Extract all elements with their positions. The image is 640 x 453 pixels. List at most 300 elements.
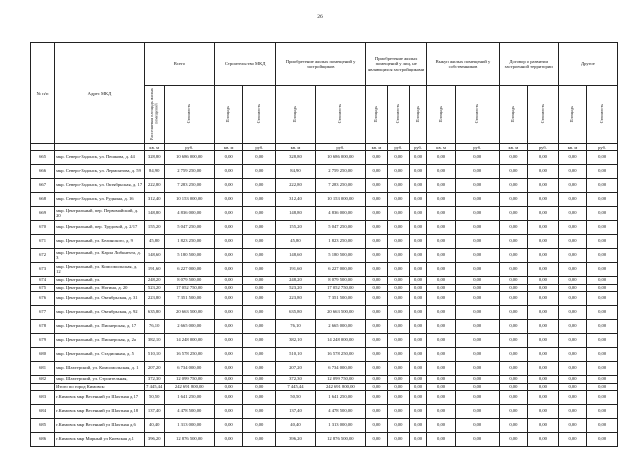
redeem-area-cell: 0,00	[427, 284, 455, 292]
other-cost-cell: 0,00	[587, 263, 618, 277]
redeem-area-cell: 0,00	[427, 376, 455, 384]
mkd-cost-cell: 0,00	[243, 292, 276, 306]
nondev-area-cell: 0,00	[387, 193, 409, 207]
nondev-cost-cell: 0,00	[409, 249, 427, 263]
mkd-area-cell: 0,00	[214, 362, 242, 376]
redeem-area-cell: 0,00	[427, 235, 455, 249]
other-area-cell: 0,00	[558, 405, 586, 419]
address-cell: мкр. Шахтерский, ул. Комсомольская, д. 1	[55, 362, 145, 376]
other-cost-cell: 0,00	[587, 292, 618, 306]
dev-area-cell: 382,10	[276, 334, 315, 348]
dev-cost-cell: 12 876 500,00	[315, 433, 365, 447]
other-area-cell: 0,00	[558, 292, 586, 306]
address-cell: г.Кимовск мкр Весенний ул Шахтная д.6	[55, 419, 145, 433]
mkd-area-cell: 0,00	[214, 376, 242, 384]
mkd-cost-cell: 0,00	[243, 151, 276, 165]
dev-cost-cell: 5 047 250,00	[315, 221, 365, 235]
territory-cost-cell: 0,00	[528, 376, 559, 384]
table-row	[31, 376, 618, 384]
address-cell: Итого по город Кимовск:	[55, 383, 145, 391]
redeem-cost-cell: 0,00	[455, 263, 499, 277]
nondev-cost-cell: 0,00	[409, 419, 427, 433]
other-area-cell: 0,00	[558, 433, 586, 447]
territory-area-cell: 0,00	[499, 207, 527, 221]
territory-cost-cell: 0,00	[528, 391, 559, 405]
dev-area-cell: 635,80	[276, 306, 315, 320]
dev-cost-cell: 2 665 000,00	[315, 320, 365, 334]
other-area-cell: 0,00	[558, 419, 586, 433]
col-total-header: Всего	[144, 43, 214, 86]
dev-cost-cell: 10 153 000,00	[315, 193, 365, 207]
total-cost-cell: 10 686 000,00	[164, 151, 214, 165]
dev-cost-cell: 14 248 000,00	[315, 334, 365, 348]
dev-area-cell: 155,20	[276, 221, 315, 235]
mkd-cost-cell: 0,00	[243, 383, 276, 391]
nondev-cost-cell: 0,00	[409, 235, 427, 249]
mkd-area-cell: 0,00	[214, 151, 242, 165]
mkd-cost-cell: 0,00	[243, 221, 276, 235]
mkd-cost-cell: 0,00	[243, 235, 276, 249]
nondev-cost-cell: 0,00	[409, 405, 427, 419]
territory-cost-cell: 0,00	[528, 383, 559, 391]
nondev-area-cell: 0,00	[366, 284, 388, 292]
nondev-area-cell: 0,00	[366, 383, 388, 391]
nondev-cost-cell: 0,00	[409, 277, 427, 285]
table-row	[31, 284, 618, 292]
col-territory-header: Договор о развитии застроенной территории	[499, 43, 558, 86]
territory-area-cell: 0,00	[499, 419, 527, 433]
total-area-cell: 155,20	[144, 221, 164, 235]
territory-area-cell: 0,00	[499, 284, 527, 292]
table-row	[31, 151, 618, 165]
address-cell: мкр. Центральный, ул. Октябрьская, д. 31	[55, 292, 145, 306]
total-area-cell: 84,90	[144, 165, 164, 179]
territory-area-cell: 0,00	[499, 165, 527, 179]
other-cost-cell: 0,00	[587, 306, 618, 320]
mkd-area-cell: 0,00	[214, 433, 242, 447]
territory-area-cell: 0,00	[499, 383, 527, 391]
total-cost-cell: 5 180 500,00	[164, 249, 214, 263]
total-cost-cell: 14 248 000,00	[164, 334, 214, 348]
territory-cost-cell: 0,00	[528, 405, 559, 419]
other-area-cell: 0,00	[558, 383, 586, 391]
total-area-cell: 223,80	[144, 292, 164, 306]
redeem-cost-cell: 0,00	[455, 405, 499, 419]
other-cost-cell: 0,00	[587, 362, 618, 376]
mkd-cost-cell: 0,00	[243, 207, 276, 221]
other-cost-cell: 0,00	[587, 165, 618, 179]
col-acquire-dev-header: Приобретение жилых помещений у застройщиков	[276, 43, 366, 86]
redeem-area-cell: 0,00	[427, 165, 455, 179]
table-row	[31, 419, 618, 433]
other-cost-cell: 0,00	[587, 277, 618, 285]
other-area-cell: 0,00	[558, 263, 586, 277]
total-area-cell: 148,60	[144, 249, 164, 263]
other-cost-cell: 0,00	[587, 207, 618, 221]
other-cost-cell: 0,00	[587, 348, 618, 362]
nondev-area-cell: 0,00	[366, 249, 388, 263]
row-number: 665	[31, 151, 55, 165]
col-num-header: № п/п	[31, 43, 55, 144]
nondev-area-cell: 0,00	[366, 419, 388, 433]
nondev-cost-cell: 0,00	[409, 193, 427, 207]
row-number: 666	[31, 165, 55, 179]
redeem-cost-cell: 0,00	[455, 348, 499, 362]
other-cost-cell: 0,00	[587, 383, 618, 391]
redeem-cost-cell: 0,00	[455, 165, 499, 179]
table-row	[31, 362, 618, 376]
table-row	[31, 348, 618, 362]
territory-area-cell: 0,00	[499, 405, 527, 419]
mkd-cost-cell: 0,00	[243, 348, 276, 362]
redeem-cost-cell: 0,00	[455, 362, 499, 376]
territory-area-cell: 0,00	[499, 277, 527, 285]
redeem-area-cell: 0,00	[427, 249, 455, 263]
mkd-area-cell: 0,00	[214, 249, 242, 263]
total-area-cell: 50,50	[144, 391, 164, 405]
territory-area-cell: 0,00	[499, 221, 527, 235]
total-area-cell: 137,40	[144, 405, 164, 419]
territory-cost-cell: 0,00	[528, 362, 559, 376]
dev-cost-cell: 6 227 000,00	[315, 263, 365, 277]
table-row	[31, 306, 618, 320]
row-number: 670	[31, 221, 55, 235]
row-number: 683	[31, 391, 55, 405]
nondev-cost-cell: 0,00	[409, 263, 427, 277]
territory-area-cell: 0,00	[499, 334, 527, 348]
address-cell: мкр. Центральный, ул.	[55, 277, 145, 285]
territory-area-cell: 0,00	[499, 249, 527, 263]
nondev-area-cell: 0,00	[366, 405, 388, 419]
total-cost-cell: 12 099 750,00	[164, 376, 214, 384]
row-number	[31, 383, 55, 391]
table-row	[31, 405, 618, 419]
resettlement-table	[30, 42, 618, 447]
dev-area-cell: 148,60	[276, 249, 315, 263]
unit-cell: руб.	[528, 144, 559, 151]
total-cost-cell: 242 691 800,00	[164, 383, 214, 391]
mkd-area-cell: 0,00	[214, 348, 242, 362]
territory-cost-cell: 0,00	[528, 193, 559, 207]
address-cell: г.Кимовск мкр Весенний ул Шахтная д.17	[55, 391, 145, 405]
redeem-cost-cell: 0,00	[455, 292, 499, 306]
redeem-area-cell: 0,00	[427, 320, 455, 334]
dev-cost-cell: 20 663 500,00	[315, 306, 365, 320]
address-cell: мкр. Центральный, ул. Карла Либкнехта, д. 3	[55, 249, 145, 263]
address-cell: мкр. Центральный, пер. Первомайский, д. 20	[55, 207, 145, 221]
territory-cost-cell: 0,00	[528, 179, 559, 193]
other-cost-cell: 0,00	[587, 193, 618, 207]
total-area-cell: 328,80	[144, 151, 164, 165]
nondev-area-cell: 0,00	[387, 277, 409, 285]
dev-area-cell: 45,80	[276, 235, 315, 249]
dev-area-cell: 191,60	[276, 263, 315, 277]
table-row	[31, 165, 618, 179]
nondev-area-cell: 0,00	[387, 151, 409, 165]
cost-header: Стоимость	[539, 104, 545, 124]
total-cost-cell: 4 478 500,00	[164, 405, 214, 419]
row-number: 676	[31, 292, 55, 306]
nondev-area-cell: 0,00	[387, 292, 409, 306]
dev-area-cell: 248,20	[276, 277, 315, 285]
address-cell: мкр. Северо-Задонск, ул. Октябрьская, д. 17	[55, 179, 145, 193]
other-cost-cell: 0,00	[587, 405, 618, 419]
cost-header: Стоимость	[598, 104, 604, 124]
total-area-cell: 372,30	[144, 376, 164, 384]
mkd-area-cell: 0,00	[214, 419, 242, 433]
redeem-area-cell: 0,00	[427, 348, 455, 362]
redeem-cost-cell: 0,00	[455, 193, 499, 207]
dev-cost-cell: 2 759 250,00	[315, 165, 365, 179]
redeem-area-cell: 0,00	[427, 263, 455, 277]
area-header: Площадь	[437, 105, 443, 123]
table-row	[31, 433, 618, 447]
address-cell: мкр. Северо-Задонск, ул. Лермонтова, д. 59	[55, 165, 145, 179]
address-cell: мкр. Центральный, ул. Ногина, д. 20	[55, 284, 145, 292]
nondev-area-cell: 0,00	[366, 277, 388, 285]
dev-cost-cell: 10 686 000,00	[315, 151, 365, 165]
territory-cost-cell: 0,00	[528, 306, 559, 320]
redeem-cost-cell: 0,00	[455, 383, 499, 391]
dev-area-cell: 312,40	[276, 193, 315, 207]
nondev-cost-cell: 0,00	[409, 334, 427, 348]
nondev-area-cell: 0,00	[366, 151, 388, 165]
col-address-header: Адрес МКД	[55, 43, 145, 144]
redeem-cost-cell: 0,00	[455, 320, 499, 334]
total-cost-cell: 6 227 000,00	[164, 263, 214, 277]
row-number: 681	[31, 362, 55, 376]
total-area-cell: 523,20	[144, 284, 164, 292]
nondev-area-cell: 0,00	[387, 376, 409, 384]
dev-cost-cell: 7 283 250,00	[315, 179, 365, 193]
mkd-cost-cell: 0,00	[243, 320, 276, 334]
nondev-area-cell: 0,00	[387, 419, 409, 433]
other-cost-cell: 0,00	[587, 320, 618, 334]
redeem-area-cell: 0,00	[427, 207, 455, 221]
territory-area-cell: 0,00	[499, 376, 527, 384]
mkd-area-cell: 0,00	[214, 391, 242, 405]
nondev-area-cell: 0,00	[366, 221, 388, 235]
nondev-cost-cell: 0,00	[409, 306, 427, 320]
territory-area-cell: 0,00	[499, 193, 527, 207]
nondev-area-cell: 0,00	[387, 362, 409, 376]
territory-cost-cell: 0,00	[528, 221, 559, 235]
total-cost-cell: 7 351 500,00	[164, 292, 214, 306]
page-number: 26	[317, 14, 323, 20]
unit-cell: кв. м	[558, 144, 586, 151]
total-area-cell: 510,10	[144, 348, 164, 362]
mkd-cost-cell: 0,00	[243, 249, 276, 263]
other-area-cell: 0,00	[558, 151, 586, 165]
total-cost-cell: 1 313 000,00	[164, 419, 214, 433]
mkd-area-cell: 0,00	[214, 292, 242, 306]
total-cost-cell: 2 665 000,00	[164, 320, 214, 334]
redeem-area-cell: 0,00	[427, 151, 455, 165]
dev-cost-cell: 7 351 500,00	[315, 292, 365, 306]
mkd-cost-cell: 0,00	[243, 376, 276, 384]
dev-area-cell: 222,80	[276, 179, 315, 193]
nondev-area-cell: 0,00	[387, 284, 409, 292]
redeem-cost-cell: 0,00	[455, 179, 499, 193]
dev-area-cell: 76,10	[276, 320, 315, 334]
other-area-cell: 0,00	[558, 207, 586, 221]
dev-cost-cell: 12 099 750,00	[315, 376, 365, 384]
total-cost-cell: 1 641 250,00	[164, 391, 214, 405]
mkd-cost-cell: 0,00	[243, 179, 276, 193]
area-header: Площадь	[292, 105, 298, 123]
nondev-cost-cell: 0,00	[409, 433, 427, 447]
table-row	[31, 334, 618, 348]
redeem-cost-cell: 0,00	[455, 207, 499, 221]
unit-cell: руб.	[409, 144, 427, 151]
address-cell: мкр. Центральный, ул. Пионерская, д. 2а	[55, 334, 145, 348]
mkd-area-cell: 0,00	[214, 235, 242, 249]
territory-area-cell: 0,00	[499, 235, 527, 249]
redeem-area-cell: 0,00	[427, 433, 455, 447]
nondev-area-cell: 0,00	[366, 193, 388, 207]
mkd-cost-cell: 0,00	[243, 334, 276, 348]
territory-cost-cell: 0,00	[528, 263, 559, 277]
row-number: 674	[31, 277, 55, 285]
row-number: 673	[31, 263, 55, 277]
nondev-cost-cell: 0,00	[409, 207, 427, 221]
row-number: 680	[31, 348, 55, 362]
total-cost-cell: 10 153 000,00	[164, 193, 214, 207]
redeem-area-cell: 0,00	[427, 334, 455, 348]
area-header: Площадь	[510, 105, 516, 123]
dev-cost-cell: 4 836 000,00	[315, 207, 365, 221]
row-number: 672	[31, 249, 55, 263]
row-number: 671	[31, 235, 55, 249]
territory-cost-cell: 0,00	[528, 320, 559, 334]
dev-area-cell: 84,90	[276, 165, 315, 179]
territory-cost-cell: 0,00	[528, 277, 559, 285]
cost-header: Стоимость	[395, 104, 401, 124]
nondev-cost-cell: 0,00	[409, 284, 427, 292]
nondev-area-cell: 0,00	[387, 263, 409, 277]
table-row	[31, 277, 618, 285]
cost-header: Стоимость	[185, 104, 191, 124]
territory-area-cell: 0,00	[499, 179, 527, 193]
dev-area-cell: 372,30	[276, 376, 315, 384]
address-cell: мкр. Центральный, ул. Октябрьская, д. 92	[55, 306, 145, 320]
nondev-area-cell: 0,00	[387, 207, 409, 221]
dev-cost-cell: 4 478 500,00	[315, 405, 365, 419]
nondev-area-cell: 0,00	[366, 306, 388, 320]
mkd-area-cell: 0,00	[214, 405, 242, 419]
mkd-area-cell: 0,00	[214, 221, 242, 235]
total-area-cell: 191,60	[144, 263, 164, 277]
area-header: Площадь	[225, 105, 231, 123]
dev-area-cell: 510,10	[276, 348, 315, 362]
territory-cost-cell: 0,00	[528, 249, 559, 263]
total-area-cell: 635,80	[144, 306, 164, 320]
other-area-cell: 0,00	[558, 249, 586, 263]
total-area-cell: 207,20	[144, 362, 164, 376]
mkd-cost-cell: 0,00	[243, 433, 276, 447]
other-area-cell: 0,00	[558, 362, 586, 376]
other-area-cell: 0,00	[558, 320, 586, 334]
table-row	[31, 263, 618, 277]
other-area-cell: 0,00	[558, 235, 586, 249]
table-row	[31, 391, 618, 405]
territory-cost-cell: 0,00	[528, 292, 559, 306]
territory-area-cell: 0,00	[499, 292, 527, 306]
dev-cost-cell: 1 823 250,00	[315, 235, 365, 249]
nondev-area-cell: 0,00	[387, 334, 409, 348]
total-area-cell: 76,10	[144, 320, 164, 334]
other-area-cell: 0,00	[558, 193, 586, 207]
nondev-cost-cell: 0,00	[409, 165, 427, 179]
row-number: 685	[31, 419, 55, 433]
dev-area-cell: 223,80	[276, 292, 315, 306]
territory-area-cell: 0,00	[499, 320, 527, 334]
territory-area-cell: 0,00	[499, 391, 527, 405]
address-cell: мкр. Центральный, ул. Стадионная, д. 5	[55, 348, 145, 362]
unit-cell: кв. м	[144, 144, 164, 151]
other-area-cell: 0,00	[558, 348, 586, 362]
mkd-area-cell: 0,00	[214, 320, 242, 334]
dev-cost-cell: 17 052 750,00	[315, 284, 365, 292]
unit-cell: руб.	[243, 144, 276, 151]
total-cost-cell: 17 052 750,00	[164, 284, 214, 292]
redeem-cost-cell: 0,00	[455, 249, 499, 263]
nondev-area-cell: 0,00	[387, 320, 409, 334]
other-cost-cell: 0,00	[587, 334, 618, 348]
mkd-area-cell: 0,00	[214, 284, 242, 292]
other-cost-cell: 0,00	[587, 419, 618, 433]
redeem-cost-cell: 0,00	[455, 221, 499, 235]
territory-cost-cell: 0,00	[528, 433, 559, 447]
territory-area-cell: 0,00	[499, 306, 527, 320]
redeem-cost-cell: 0,00	[455, 284, 499, 292]
redeem-cost-cell: 0,00	[455, 151, 499, 165]
territory-area-cell: 0,00	[499, 433, 527, 447]
territory-cost-cell: 0,00	[528, 334, 559, 348]
row-number: 679	[31, 334, 55, 348]
territory-cost-cell: 0,00	[528, 165, 559, 179]
nondev-area-cell: 0,00	[387, 391, 409, 405]
table-row	[31, 221, 618, 235]
unit-cell: руб.	[164, 144, 214, 151]
dev-cost-cell: 8 079 500,00	[315, 277, 365, 285]
dev-area-cell: 207,20	[276, 362, 315, 376]
other-cost-cell: 0,00	[587, 376, 618, 384]
total-cost-cell: 5 047 250,00	[164, 221, 214, 235]
dev-area-cell: 328,80	[276, 151, 315, 165]
mkd-area-cell: 0,00	[214, 306, 242, 320]
redeem-area-cell: 0,00	[427, 362, 455, 376]
other-area-cell: 0,00	[558, 284, 586, 292]
row-number: 667	[31, 179, 55, 193]
dev-area-cell: 396,20	[276, 433, 315, 447]
redeem-cost-cell: 0,00	[455, 277, 499, 285]
other-area-cell: 0,00	[558, 334, 586, 348]
mkd-area-cell: 0,00	[214, 263, 242, 277]
nondev-cost-cell: 0,00	[409, 391, 427, 405]
mkd-area-cell: 0,00	[214, 207, 242, 221]
unit-cell: руб.	[587, 144, 618, 151]
address-cell: мкр. Центральный, ул. Белинского, д. 9	[55, 235, 145, 249]
redeem-area-cell: 0,00	[427, 221, 455, 235]
total-cost-cell: 8 079 500,00	[164, 277, 214, 285]
nondev-area-cell: 0,00	[366, 179, 388, 193]
total-cost-cell: 4 836 000,00	[164, 207, 214, 221]
other-cost-cell: 0,00	[587, 284, 618, 292]
unit-cell: руб.	[455, 144, 499, 151]
nondev-area-cell: 0,00	[366, 235, 388, 249]
table-row	[31, 292, 618, 306]
